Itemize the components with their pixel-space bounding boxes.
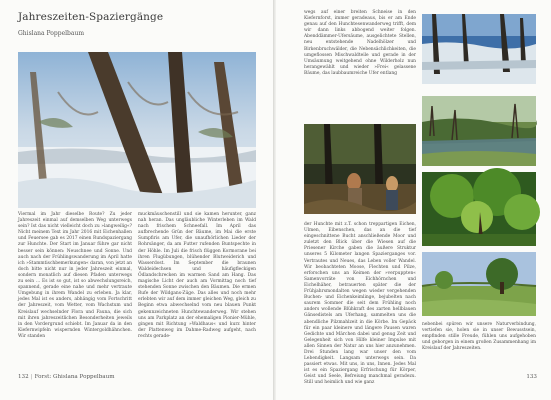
footer-separator: |: [30, 374, 33, 380]
winter-lake-photo: [422, 14, 536, 84]
body-paragraph: nebenbei spüren wir unsere Naturverbindung, vertiefen sie, holen sie in unser Bewusstsein, empfinden stille Freude, fühlen uns aufgehoben und geborgen in einem großen Zusammenhang im Kreislauf der Jahreszeiten.: [422, 322, 536, 352]
body-column-1-bottom: [304, 222, 416, 386]
footer-caption: Forst: Ghislana Poppelbaum: [34, 374, 115, 380]
body-paragraph: wegs auf einer breiten Schneise in den Kiefernforst, immer geradeaus, bis er am Ende genau auf den Hunchtesenwanderweg trifft, dem wir dann links abbogend weiter folgen. Abenddämmer-Ufersäume, ausgelichtete Stellen, neu entstehende Nadelhölzer und Birkenbruchwälder, die Nebensächlichkeiten, die umgeflossen Mischwaldteile und gerade in der Umsäumung weitgehend ohne Wilderholz nun herangewählt und wieder »Frei« gelassene Bäume, das laubbaumreiche Ufer entlang: [304, 10, 416, 76]
spring-field-photo: [422, 252, 536, 316]
page-number: 132: [18, 374, 29, 380]
page-number: 133: [526, 374, 537, 380]
page-footer: [18, 374, 115, 380]
article-author: Ghislana Poppelbaum: [18, 30, 85, 37]
body-column-2: [422, 322, 536, 368]
body-column-1-top: [304, 10, 416, 118]
left-page: [0, 0, 275, 400]
body-paragraph: Viermal im Jahr dieselbe Route? Zu jeder Jahreszeit einmal auf demselben Weg unterwegs sein? Ist das nicht vielleicht doch zu »langweilig«? Nicht meinem Text im Jahr 2016 mit Eichenhallen und Feuersee gab es 2017 einen Rundspaziergang zur Hunchte. Der Start im Januar führe gar nicht besser sein können: Neuschnee und Sonne. Und auch nach der Frühlingswanderung im April hatte ich »Stammtischbemerkungen« daran, von jetzt an doch bitte nicht nur in jeder Jahreszeit einmal, sondern monatlich auf diesen Pfaden unterwegs zu sein … Es ist so gut, ist so abwechslungsreich, spannend, gerade eine nahe und mehr vertraute Umgebung in ihrem Wandel zu erleben. Ja klar, jedes Mal ist es anders, abhängig vom Fortschritt der Jahreszeit, vom Wetter, vom Wachstum und Kreislauf wechselnder Flora und Fauna, die sich mit ihren jahreszeitlichen Besonderheiten jeweils in den Vordergrund schiebt. Im Januar da in den Kiefernwipfeln wispernden Wintergoldhähnchen. Wir standen: [18, 212, 132, 339]
body-column-2: [138, 212, 256, 367]
body-paragraph: muckmäuschenstill und sie kamen herunter, ganz nah heran. Das ungläubliche Winterleben im Wald nach frischem Schneefall. Im April das aufbrechende Grün der Bäume, im Mai die erste Sumpfiris am Ufer, die unaufhörlichen Lieder der Rohrsänger, da am Futter rufenden Buntspechte in der Höhle. Im Juli die frisch flüggen Kormorane bei ihren Flugübungen, blühender Blutweiderich und Wasserdost. Im September die braunen Waldeidechsen und häufigfleckigen Ödlandschrecken im warmen Sand am Hang. Das magische Licht der auch am Vormittag noch tief stehenden Sonne zwischen den Bäumen. Die ermen Rufe der Wildgans-Züge. Das alles und noch mehr erlebten wir auf dem immer gleichen Weg, gleich zu Beginn etwa abwechselnd vom neu blauen Punkt gekennzeichneten Hunchtewanderweg. Wir stehen uns am Parkplatz an der ehemaligen Pionier-Mühle, gingen mit Richtung »Waldhaus« und kurz hinter der Plattenweg im Dahme-Radweg aufgeht, nach rechts gerade-: [138, 212, 256, 339]
right-page: [276, 0, 551, 400]
forest-people-photo: [304, 124, 416, 214]
autumn-tree-photo: [422, 172, 536, 246]
page-footer: [526, 374, 537, 380]
winter-forest-photo: [18, 52, 256, 208]
body-paragraph: der Hunchte mit z.T. schon treppartigen Eichen, Ulmen, Eibenschen, das an die tief eingeschnittene Bucht anschließende Moor und zuletzt den Blick über die Wiesen auf die Priesener Kirche gaben die äußere Struktur unseres 5 Kilometer langen Spazierganges vor. Vertrautes und Neues, das Leben voller Wandel. Wir beobachteten Moose, Flechten und Pilze, erforschen uns an Keimen der »verpuppten« Samenvorräte von Eichhörnchen und Eichelhäher, betrauerten später die der Frühjahrsmondalten wegen wieder vergehenden Buchen- und Eichenkeimlinge, bejubelten nach saurem Sommer die seit dem Frühling noch anders wollende Blühkraft des zarten hellblauen Gänsedistels am Uferhang, sammelten uns die abendliche Pilzmahlzeit in die Körbe. Im Gepäck für ein paar kleinere und längere Pausen waren Gedichte und Märchen dabei und genug Zeit und Gelegenheit sich von Hilfe kleiner Impulse mit allen Sinnen der Natur an uns hier anzunehmen. Drei Stunden lang war unser den vom Lebendigkeit. Langsam unterwegs sein. Da passiert etwas. Mit uns, in uns, Innen. Jedes Mal ist es ein Spaziergang Erfrischung für Körper, Geist und Seele, Befreiung manchmal geradezu. Still und heimlich und wie ganz: [304, 222, 416, 386]
article-title: Jahreszeiten-Spaziergänge: [18, 11, 164, 23]
body-column-1: [18, 212, 132, 367]
marsh-photo: [422, 96, 536, 166]
